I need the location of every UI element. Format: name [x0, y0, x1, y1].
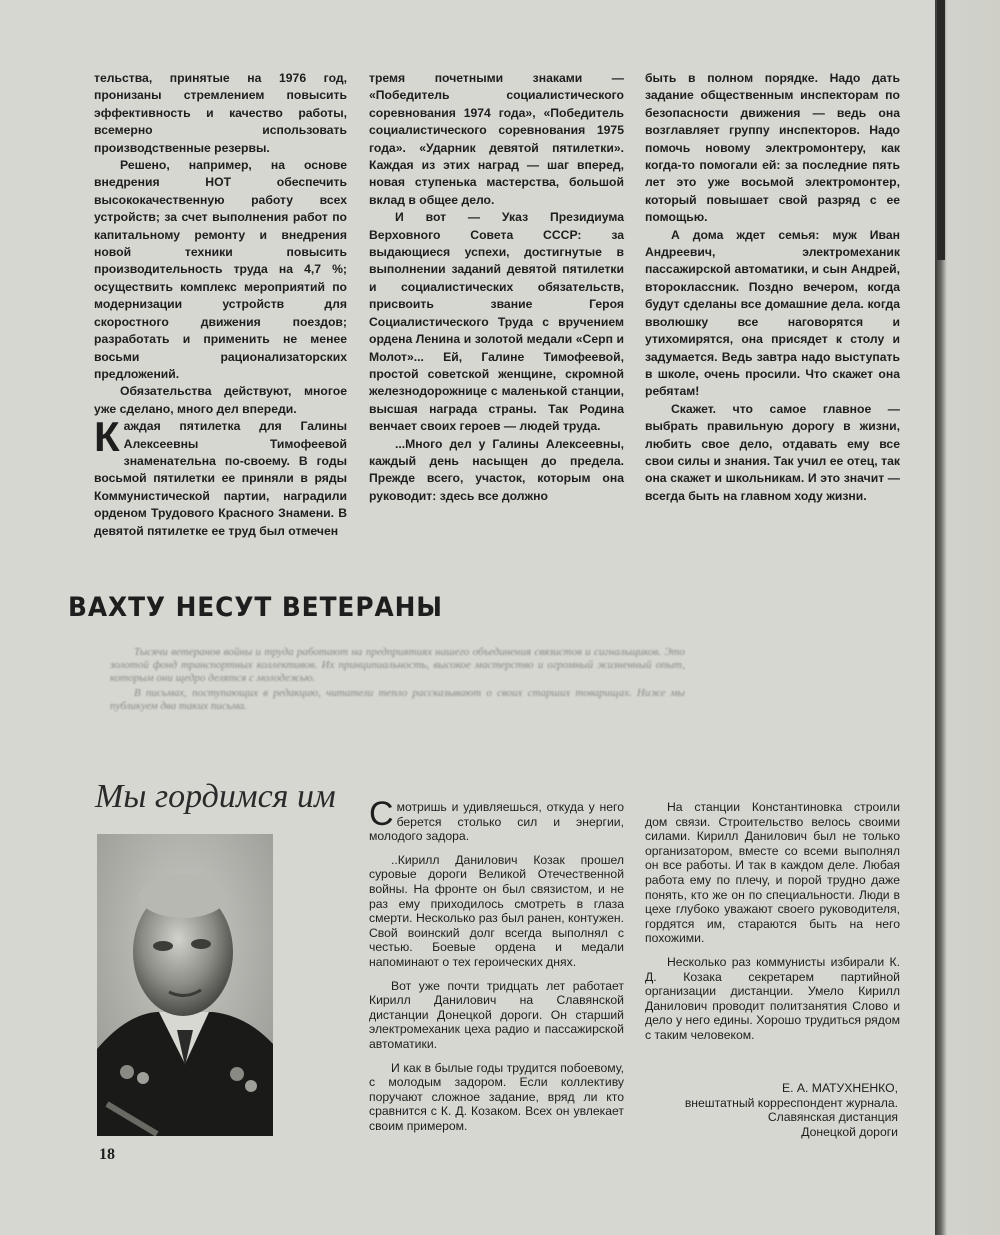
paragraph: Обязательства действуют, многое уже сделано, много дел впереди. — [94, 384, 347, 416]
paragraph: И как в былые годы трудится побоевому, с молодым задором. Если коллективу поручают сложное задание, вряд ли кто сравнится с К. Д. Козаком. Всех он увлекает своим примером. — [369, 1060, 624, 1133]
top-column-1 — [94, 70, 347, 540]
paragraph: быть в полном порядке. Надо дать задание общественным инспекторам по безопасности движения — ведь она возглавляет группу инспекторов. Надо помочь новому электромонтеру, как когда-то помогали ей: за последние пять лет это уже восьмой электромонтер, который повышает свой разряд с ее помощью. — [645, 71, 900, 225]
paragraph: Несколько раз коммунисты избирали К. Д. Козака секретарем партийной организации дистанции. Умело Кирилл Данилович проводит политзанятия Слово и дело у него едины. Хорошо трудиться рядом с таким человеком. — [645, 954, 900, 1042]
paragraph-text: аждая пятилетка для Галины Алексеевны Тимофеевой знаменательна по-своему. В годы восьмой пятилетки ее приняли в ряды Коммунистической партии, наградили орденом Трудового Красного Знамени. В девятой пятилетке ее труд был отмечен — [94, 419, 347, 538]
top-column-2 — [369, 70, 624, 505]
drop-cap: К — [94, 413, 120, 461]
article-subtitle: Мы гордимся им — [95, 778, 336, 815]
portrait-image — [97, 834, 273, 1136]
paragraph: ..Кирилл Данилович Козак прошел суровые дороги Великой Отечественной войны. На фронте он был связистом, и не раз ему приходилось смотреть в глаза смерти. Несколько раз был ранен, контужен. Свой воинский долг всегда выполнял с честью. Боевые ордена и медали напоминают о тех героических днях. — [369, 852, 624, 969]
top-column-3 — [645, 70, 900, 505]
author-signature — [640, 1081, 898, 1139]
paragraph-with-dropcap — [94, 413, 347, 540]
intro-paragraph: Тысячи ветеранов войны и труда работают на предприятиях нашего объединения связистов и сигнальщиков. Это золотой фонд транспортных коллективов. Их принципиальность, высокое мастерство и огромный жизненный опыт, которым они щедро делятся с молодежью. — [110, 646, 685, 684]
bottom-column-1 — [369, 795, 624, 1142]
author-name: Е. А. МАТУХНЕНКО, — [781, 1081, 898, 1095]
author-place: Донецкой дороги — [801, 1124, 898, 1139]
drop-cap: С — [369, 795, 394, 833]
author-place: Славянская дистанция — [767, 1110, 898, 1125]
page-number: 18 — [99, 1146, 115, 1163]
paragraph: тремя почетными знаками — «Победитель социалистического соревнования 1974 года», «Победитель социалистического соревнования 1975 года». «Ударник девятой пятилетки». Каждая из этих наград — шаг вперед, новая ступенька мастерства, большой вклад в общее дело. — [369, 71, 624, 207]
paragraph: А дома ждет семья: муж Иван Андреевич, электромеханик пассажирской автоматики, и сын Андрей, второклассник. Поздно вечером, когда будут сделаны все домашние дела. когда вволюшку все наговорятся и утихомирятся, она присядет к столу и задумается. Ведь завтра надо выступать в школе, очень просили. Что скажет она ребятам! — [645, 227, 900, 399]
paragraph: Решено, например, на основе внедрения НОТ обеспечить высококачественную работу всех устройств; за счет выполнения работ по капитальному ремонту и внедрения новой техники повысить производительность труда на 4,7 %; осуществить комплекс мероприятий по модернизации устройств для скоростного движения поездов; разработать и применить не менее восьми рационализаторских предложений. — [94, 158, 347, 381]
section-intro — [110, 646, 685, 715]
paragraph: ...Много дел у Галины Алексеевны, каждый день насыщен до предела. Прежде всего, участок, которым она руководит: здесь все должно — [369, 436, 624, 503]
paragraph: тельства, принятые на 1976 год, пронизаны стремлением повысить эффективность и качество работы, всемерно использовать производственные резервы. — [94, 71, 347, 155]
paragraph: Вот уже почти тридцать лет работает Кирилл Данилович на Славянской дистанции Донецкой дороги. Он старший электромеханик цеха радио и пассажирской автоматики. — [369, 978, 624, 1051]
portrait-photo — [97, 834, 273, 1136]
paragraph-with-dropcap — [369, 795, 624, 844]
paragraph-text: мотришь и удивляешься, откуда у него берется столько сил и энергии, молодого задора. — [369, 800, 624, 844]
section-title: ВАХТУ НЕСУТ ВЕТЕРАНЫ — [68, 592, 443, 623]
intro-paragraph: В письмах, поступающих в редакцию, читатели тепло рассказывают о своих старших товарищах. Ниже мы публикуем два таких письма. — [110, 687, 685, 712]
page-edge-dark — [937, 0, 945, 260]
paragraph: И вот — Указ Президиума Верховного Совета СССР: за выдающиеся успехи, достигнутые в выполнении заданий девятой пятилетки и социалистических обязательств, присвоить звание Героя Социалистического Труда с вручением ордена Ленина и золотой медали «Серп и Молот»... Ей, Галине Тимофеевой, простой советской женщине, скромной железнодорожнице с маленькой станции, высшая награда страны. Так Родина венчает своих героев — людей труда. — [369, 210, 624, 434]
author-role: внештатный корреспондент журнала. — [684, 1095, 898, 1110]
paragraph: На станции Константиновка строили дом связи. Строительство велось своими силами. Кирилл Данилович был не только организатором, вместе со всеми выполнял он все работы. И так в каждом деле. Любая работа ему по плечу, и порой трудно даже понять, кто же он по специальности. Люди в цехе глубоко уважают своего руководителя, гордятся им, стараются быть на него похожими. — [645, 800, 900, 946]
bottom-column-2 — [645, 800, 900, 1052]
paragraph: Скажет. что самое главное — выбрать правильную дорогу в жизни, любить свое дело, отдавать ему все свои силы и знания. Так учил ее отец, так она скажет и школьникам. И это значит — всегда быть на главном ходу жизни. — [645, 401, 900, 503]
